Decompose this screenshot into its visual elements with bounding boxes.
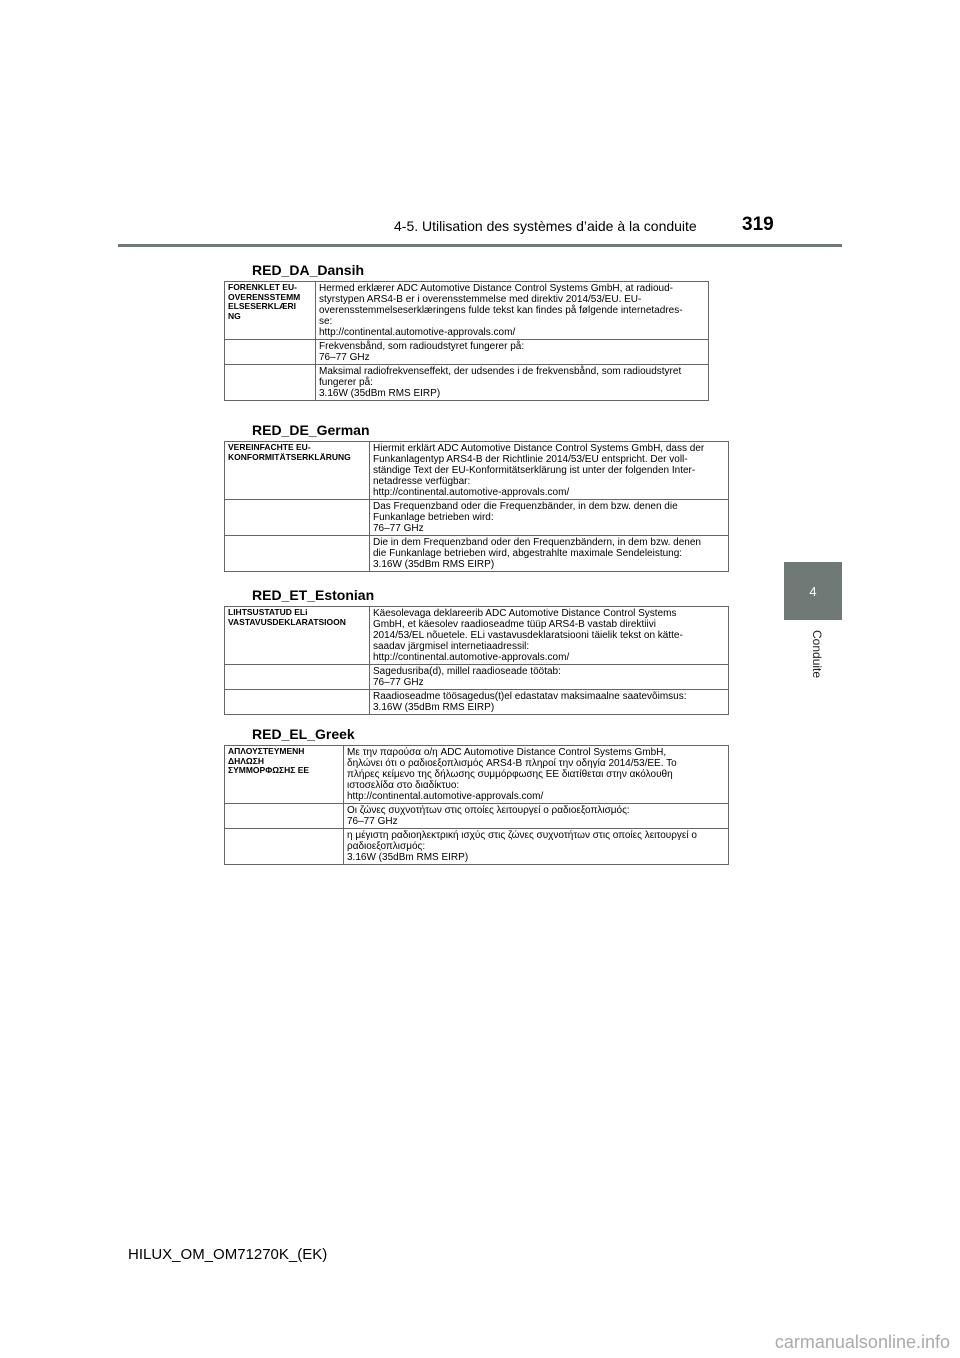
empty-cell [225,340,316,365]
page-number: 319 [742,214,774,235]
empty-cell [225,690,370,715]
table-cell: Raadioseadme töösagedus(t)el edastatav maksimaalne saatevõimsus: 3.16W (35dBm RMS EIRP) [370,690,729,715]
empty-cell [225,536,370,572]
header-rule [118,244,842,247]
section-greek [224,726,729,865]
table-row [225,340,709,365]
empty-cell [225,829,344,865]
declaration-table [224,281,709,401]
chapter-tab[interactable]: 4 [784,562,842,620]
table-cell: Die in dem Frequenzband oder den Frequenzbändern, in dem bzw. denen die Funkanlage betrieben wird, abgestrahlte maximale Sendeleistung: 3.16W (35dBm RMS EIRP) [370,536,729,572]
empty-cell [225,365,316,401]
table-cell: Sagedusriba(d), millel raadioseade töötab: 76–77 GHz [370,665,729,690]
table-cell: Hermed erklærer ADC Automotive Distance Control Systems GmbH, at radioud- styrstypen ARS4-B er i overensstemmelse med direktiv 2014/53/EU. EU- overensstemmelseserklæringens fulde tekst kan findes på følgende internetadres- se: http://continental.automotive-approvals.com/ [316,282,709,340]
table-cell: η μέγιστη ραδιοηλεκτρική ισχύς στις ζώνες συχνοτήτων στις οποίες λειτουργεί ο ραδιοεξοπλισμός: 3.16W (35dBm RMS EIRP) [344,829,729,865]
table-row [225,804,729,829]
table-heading-cell: FORENKLET EU- OVERENSSTEMM ELSESERKLÆRI NG [225,282,316,340]
table-cell: Frekvensbånd, som radioudstyret fungerer på: 76–77 GHz [316,340,709,365]
table-row [225,282,709,340]
table-row [225,536,729,572]
empty-cell [225,665,370,690]
table-row [225,500,729,536]
table-row [225,365,709,401]
section-german [224,422,729,572]
table-cell: Οι ζώνες συχνοτήτων στις οποίες λειτουργεί ο ραδιοεξοπλισμός: 76–77 GHz [344,804,729,829]
table-heading-cell: ΑΠΛΟΥΣΤΕΥΜΕΝΗ ΔΗΛΩΣΗ ΣΥΜΜΟΡΦΩΣΗΣ ΕΕ [225,746,344,804]
declaration-table [224,441,729,572]
table-row [225,746,729,804]
section-title: RED_EL_Greek [252,726,355,742]
table-row [225,665,729,690]
model-code: HILUX_OM_OM71270K_(EK) [128,1246,328,1263]
table-heading-cell: LIHTSUSTATUD ELi VASTAVUSDEKLARATSIOON [225,607,370,665]
empty-cell [225,500,370,536]
declaration-table [224,745,729,865]
section-estonian [224,587,729,715]
table-row [225,690,729,715]
table-row [225,442,729,500]
table-cell: Maksimal radiofrekvenseffekt, der udsendes i de frekvensbånd, som radioudstyret fungerer på: 3.16W (35dBm RMS EIRP) [316,365,709,401]
section-title: RED_ET_Estonian [252,587,375,603]
empty-cell [225,804,344,829]
chapter-title: 4-5. Utilisation des systèmes d’aide à la conduite [394,218,697,234]
table-cell: Με την παρούσα ο/η ADC Automotive Distance Control Systems GmbH, δηλώνει ότι ο ραδιοεξοπλισμός ARS4-B πληροί την οδηγία 2014/53/ΕΕ. Το πλήρες κείμενο της δήλωσης συμμόρφωσης ΕΕ διατίθεται στην ακόλουθη ιστοσελίδα στο διαδίκτυο: http://continental.automotive-approvals.com/ [344,746,729,804]
table-row [225,829,729,865]
chapter-tab-label: Conduite [810,630,824,679]
table-row [225,607,729,665]
section-title: RED_DE_German [252,422,370,438]
table-heading-cell: VEREINFACHTE EU- KONFORMITÄTSERKLÄRUNG [225,442,370,500]
section-danish [224,262,709,401]
watermark: carmanualsonline.info [774,1332,950,1352]
table-cell: Das Frequenzband oder die Frequenzbänder, in dem bzw. denen die Funkanlage betrieben wird: 76–77 GHz [370,500,729,536]
table-cell: Hiermit erklärt ADC Automotive Distance Control Systems GmbH, dass der Funkanlagentyp ARS4-B der Richtlinie 2014/53/EU entspricht. Der voll- ständige Text der EU-Konformitätserklärung ist unter der folgenden Inter- netadresse verfügbar: http://continental.automotive-approvals.com/ [370,442,729,500]
section-title: RED_DA_Dansih [252,262,365,278]
table-cell: Käesolevaga deklareerib ADC Automotive Distance Control Systems GmbH, et käesolev raadioseadme tüüp ARS4-B vastab direktiivi 2014/53/EL nõuetele. ELi vastavusdeklaratsiooni täielik tekst on kätte- saadav järgmisel internetiaadressil: http://continental.automotive-approvals.com/ [370,607,729,665]
declaration-table [224,606,729,715]
